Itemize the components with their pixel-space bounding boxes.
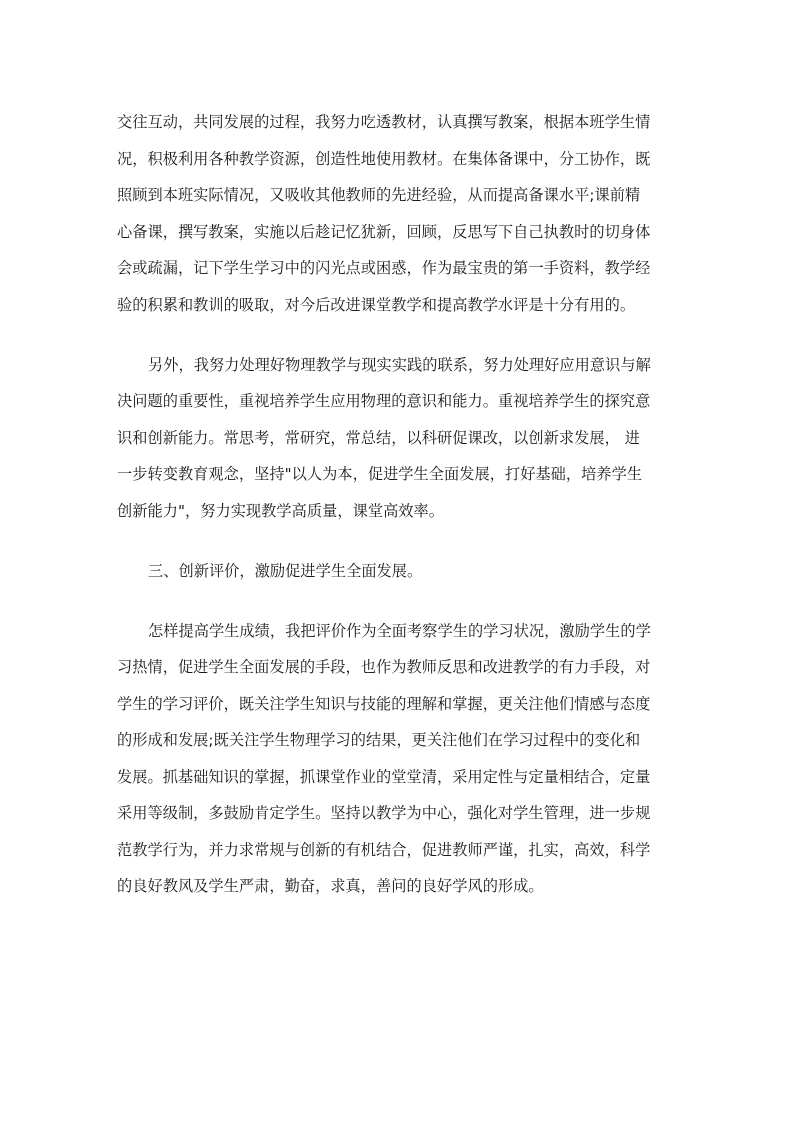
paragraph-line: 的良好教风及学生严肃，勤奋，求真，善问的良好学风的形成。 <box>117 877 544 895</box>
paragraph-line: 照顾到本班实际情况，又吸收其他教师的先进经验，从而提高备课水平;课前精 <box>117 186 641 204</box>
paragraph-line: 怎样提高学生成绩，我把评价作为全面考察学生的学习状况，激励学生的学 <box>148 621 651 640</box>
paragraph-spacer <box>117 323 677 347</box>
paragraph-line: 采用等级制，多鼓励肯定学生。坚持以教学为中心，强化对学生管理，进一步规 <box>117 804 651 822</box>
paragraph-line: 习热情，促进学生全面发展的手段，也作为教师反思和改进教学的有力手段，对 <box>117 658 651 676</box>
section-heading-text: 三、创新评价，激励促进学生全面发展。 <box>148 561 423 580</box>
paragraph-line: 发展。抓基础知识的掌握，抓课堂作业的堂堂清，采用定性与定量相结合，定量 <box>117 767 651 786</box>
paragraph-line: 况，积极利用各种教学资源，创造性地使用教材。在集体备课中，分工协作，既 <box>117 149 651 168</box>
section-heading <box>117 553 677 590</box>
paragraph-line: 识和创新能力。常思考，常研究，常总结，以科研促课改，以创新求发展， 进 <box>117 428 640 447</box>
paragraph-teaching-preparation <box>117 104 677 323</box>
paragraph-line: 心备课，撰写教案，实施以后趁记忆犹新，回顾，反思写下自己执教时的切身体 <box>117 222 651 241</box>
paragraph-line: 验的积累和教训的吸取，对今后改进课堂教学和提高教学水评是十分有用的。 <box>117 295 636 314</box>
paragraph-evaluation <box>117 613 677 905</box>
paragraph-line: 决问题的重要性，重视培养学生应用物理的意识和能力。重视培养学生的探究意 <box>117 392 651 410</box>
paragraph-line: 另外，我努力处理好物理教学与现实实践的联系，努力处理好应用意识与解 <box>148 355 651 374</box>
paragraph-line: 的形成和发展;既关注学生物理学习的结果，更关注他们在学习过程中的变化和 <box>117 731 641 749</box>
paragraph-line: 交往互动，共同发展的过程，我努力吃透教材，认真撰写教案，根据本班学生情 <box>117 113 651 131</box>
paragraph-spacer <box>117 529 677 553</box>
paragraph-line: 一步转变教育观念，坚持"以人为本，促进学生全面发展，打好基础，培养学生 <box>117 465 643 483</box>
paragraph-practice-connection <box>117 347 677 530</box>
document-body <box>117 104 677 905</box>
paragraph-line: 创新能力"，努力实现教学高质量，课堂高效率。 <box>117 501 445 520</box>
paragraph-spacer <box>117 589 677 613</box>
paragraph-line: 学生的学习评价，既关注学生知识与技能的理解和掌握，更关注他们情感与态度 <box>117 694 651 713</box>
paragraph-line: 会或疏漏，记下学生学习中的闪光点或困惑，作为最宝贵的第一手资料，教学经 <box>117 259 651 277</box>
paragraph-line: 范教学行为，并力求常规与创新的有机结合，促进教师严谨，扎实，高效，科学 <box>117 840 651 859</box>
